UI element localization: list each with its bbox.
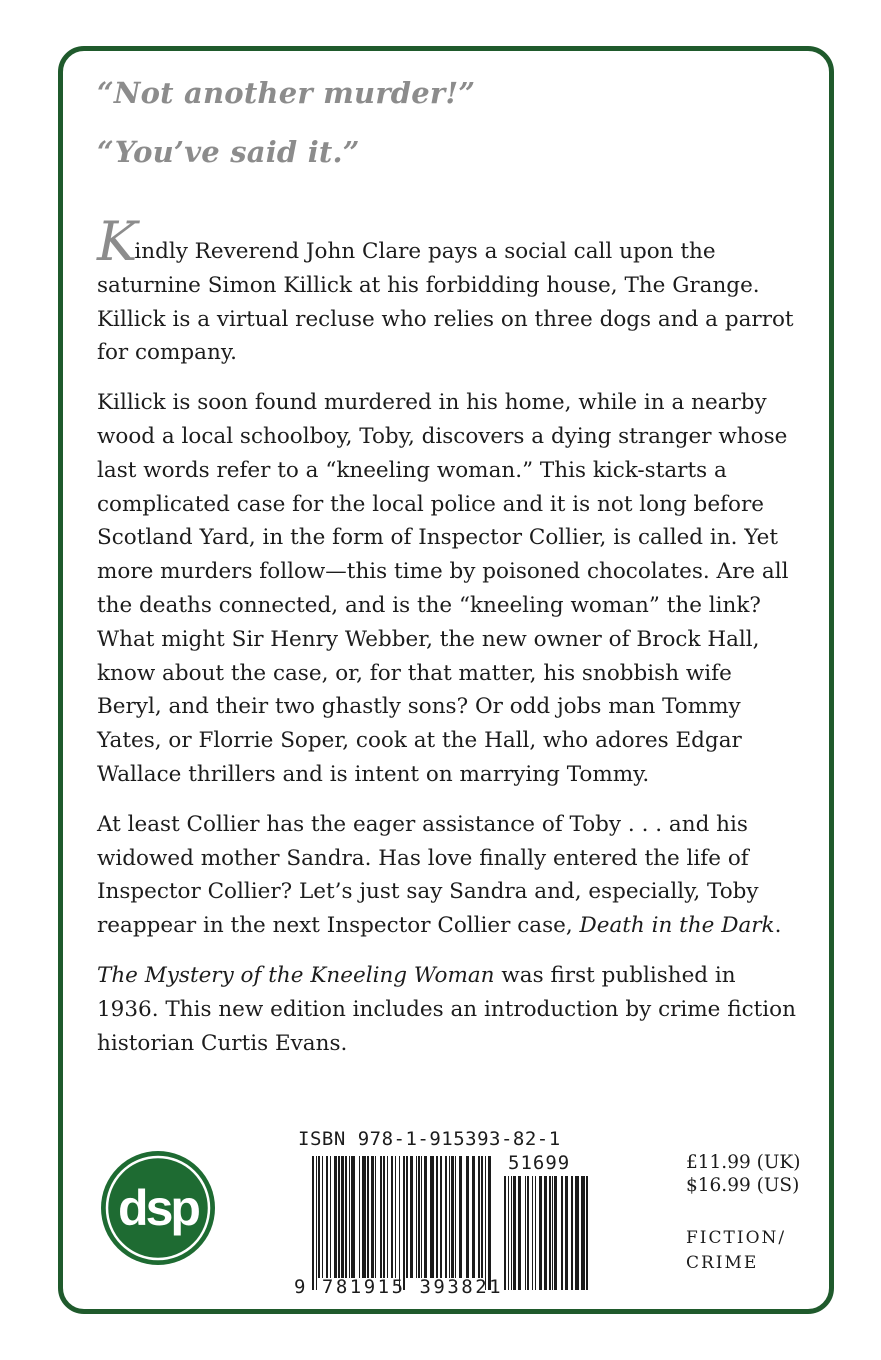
barcode-bar <box>312 1156 314 1290</box>
barcode-bar <box>326 1156 328 1278</box>
barcode-bar <box>472 1156 475 1278</box>
barcode-bar <box>532 1176 533 1290</box>
pull-quote-2: “You’ve said it.” <box>97 135 360 169</box>
barcode-bar <box>513 1176 516 1290</box>
barcode-bar <box>451 1156 454 1278</box>
barcode-bar <box>375 1156 376 1278</box>
barcode-bar <box>436 1156 438 1278</box>
barcode-bar <box>424 1156 427 1278</box>
barcode-bar <box>449 1156 450 1278</box>
barcode-bar <box>387 1156 388 1278</box>
blurb-paragraph-4 <box>97 959 797 1060</box>
barcode-bar <box>525 1176 526 1290</box>
barcode-bar <box>341 1156 344 1278</box>
addon-digits: 51699 <box>508 1152 571 1174</box>
blurb-paragraph-1 <box>97 210 797 370</box>
barcode-bar <box>391 1156 393 1278</box>
addon-bars <box>504 1176 588 1290</box>
barcode-bar <box>586 1176 588 1290</box>
blurb-paragraph-2: Killick is soon found murdered in his home, while in a nearby wood a local schoolboy, Toby, discovers a dying stranger whose last words refer to a “kneeling woman.” This kick-starts a complicated case for the local police and it is not long before Scotland Yard, in the form of Inspector Collier, is called in. Yet more murders follow—this time by poisoned chocolates. Are all the deaths connected, and is the “kneeling woman” the link? What might Sir Henry Webber, the new owner of Brock Hall, know about the case, or, for that matter, his snobbish wife Beryl, and their two ghastly sons? Or odd jobs man Tommy Yates, or Florrie Soper, cook at the Hall, who adores Edgar Wallace thrillers and is intent on marrying Tommy. <box>97 390 789 787</box>
barcode-bar <box>539 1176 542 1290</box>
barcode-bar <box>445 1156 447 1278</box>
blurb-paragraph-3-text: At least Collier has the eager assistance of Toby . . . and his widowed mother Sandra. Has love finally entered the life of Inspector Collier? Let’s just say Sandra and, especially, Toby reappear in the next Inspector Collier case, <box>97 811 759 939</box>
barcode-bar <box>511 1176 512 1290</box>
barcode-bar <box>504 1176 506 1290</box>
pull-quote-1: “Not another murder!” <box>97 76 476 110</box>
barcode-bar <box>362 1156 366 1278</box>
barcode-bar <box>380 1156 382 1278</box>
barcode-bar <box>481 1156 483 1278</box>
drop-cap: K <box>97 210 135 273</box>
barcode-bar <box>351 1156 355 1278</box>
barcode-bar <box>334 1156 337 1278</box>
sequel-title: Death in the Dark <box>579 913 775 939</box>
barcode-bar <box>466 1156 469 1278</box>
barcode-bar <box>406 1156 408 1278</box>
barcode-bar <box>581 1176 585 1290</box>
barcode-bar <box>349 1156 350 1278</box>
barcode-bar <box>318 1156 320 1278</box>
price-block <box>686 1151 800 1197</box>
barcode-bar <box>549 1176 551 1290</box>
barcode-bar <box>561 1176 563 1290</box>
barcode-bar <box>399 1156 400 1290</box>
barcode-bar <box>395 1156 396 1278</box>
barcode-bar <box>571 1176 573 1290</box>
barcode-bar <box>338 1156 340 1278</box>
category-line-1: FICTION/ <box>686 1228 787 1248</box>
barcode-bar <box>527 1176 529 1290</box>
barcode-bar <box>359 1156 360 1278</box>
barcode-bar <box>440 1156 442 1278</box>
barcode-bar <box>552 1176 553 1290</box>
blurb-paragraph-3 <box>97 808 797 943</box>
book-title: The Mystery of the Kneeling Woman <box>97 962 495 988</box>
barcode-bar <box>554 1176 557 1290</box>
ean-digits: 9 781915 393821 <box>294 1276 504 1298</box>
barcode-block <box>294 1128 594 1300</box>
barcode-bar <box>330 1156 331 1278</box>
price-uk: £11.99 (UK) <box>686 1152 801 1173</box>
barcode-bar <box>416 1156 417 1278</box>
ean-bars <box>312 1156 491 1290</box>
barcode-bar <box>478 1156 480 1278</box>
barcode-bar <box>535 1176 536 1290</box>
book-blurb <box>97 210 797 1076</box>
logo-text: dsp <box>118 1180 198 1236</box>
barcode-bar <box>544 1176 547 1290</box>
barcode-bar <box>410 1156 413 1278</box>
category-line-2: CRIME <box>686 1253 759 1273</box>
publisher-logo <box>99 1149 217 1267</box>
barcode-bar <box>371 1156 374 1278</box>
barcode-bar <box>322 1156 323 1278</box>
blurb-paragraph-3-end: . <box>774 913 782 939</box>
barcode-bar <box>488 1156 491 1290</box>
barcode-bar <box>455 1156 456 1278</box>
barcode-bar <box>575 1176 579 1290</box>
barcode-bar <box>316 1156 317 1290</box>
barcode-bar <box>459 1156 462 1278</box>
barcode-bar <box>403 1156 405 1290</box>
barcode-bar <box>383 1156 385 1278</box>
barcode-bar <box>565 1176 568 1290</box>
barcode-bar <box>367 1156 369 1278</box>
blurb-paragraph-4-text: was first published in 1936. This new edition includes an introduction by crime fiction historian Curtis Evans. <box>97 962 796 1056</box>
price-us: $16.99 (US) <box>686 1175 800 1196</box>
barcode-bar <box>345 1156 347 1278</box>
barcode-bar <box>485 1156 486 1290</box>
barcode-bar <box>418 1156 420 1278</box>
isbn-text: ISBN 978-1-915393-82-1 <box>298 1128 561 1150</box>
barcode-bar <box>421 1156 422 1278</box>
barcode-bar <box>430 1156 434 1278</box>
category-block <box>686 1226 786 1276</box>
barcode-bar <box>518 1176 521 1290</box>
barcode-bar <box>508 1176 509 1290</box>
blurb-paragraph-1-text: indly Reverend John Clare pays a social call upon the saturnine Simon Killick at his forbidding house, The Grange. Killick is a virtual recluse who relies on three dogs and a parrot for company. <box>97 239 794 366</box>
